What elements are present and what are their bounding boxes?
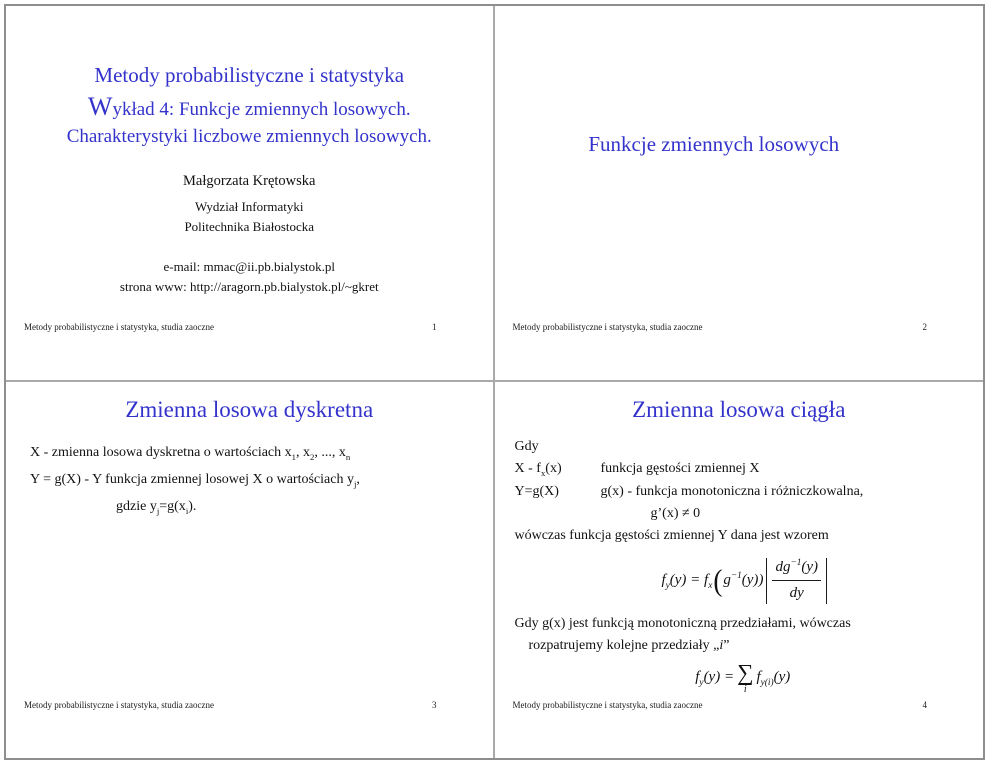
page-number: 2 [922, 322, 927, 332]
definition-term: X - $f_x(x)$ [514, 461, 562, 478]
footer-text: Metody probabilistyczne i statystyka, studia zaoczne [24, 700, 214, 710]
sigma-operator [737, 661, 753, 695]
density-formula [521, 555, 972, 607]
definition-description: g(x) - funkcja monotoniczna i różniczkowalna, [600, 483, 864, 499]
lecture-subtitle: Wykład 4: Funkcje zmiennych losowych. [87, 91, 411, 121]
body-line: Gdy g(x) jest funkcją monotoniczną przedziałami, wówczas [514, 615, 851, 631]
body-line: wówczas funkcja gęstości zmiennej Y dana jest wzorem [514, 527, 829, 543]
course-title: Metody probabilistyczne i statystyka [94, 63, 405, 87]
absolute-value-bar [766, 558, 767, 604]
footer-text: Metody probabilistyczne i statystyka, studia zaoczne [512, 700, 703, 710]
sigma-icon: ∑ [737, 660, 754, 686]
formula-lhs: $f_y(y) = f_x$ [661, 571, 713, 591]
sigma-index: i [743, 684, 747, 696]
slide-title: Zmienna losowa dyskretna [125, 397, 374, 422]
body-line: Y = g(X) - Y funkcja zmiennej losowej X o wartościach $y_j$, [30, 471, 360, 489]
slide-2 [495, 6, 984, 382]
slide-body [30, 440, 479, 521]
contact-block [6, 257, 493, 296]
definition-row [515, 458, 972, 481]
slide-footer [24, 700, 437, 710]
footer-text: Metody probabilistyczne i statystyka, studia zaoczne [24, 322, 214, 332]
absolute-value-bar [826, 558, 827, 604]
author-name: Małgorzata Krętowska [183, 173, 316, 190]
fraction-denominator: dy [789, 585, 804, 602]
page-number: 1 [432, 322, 437, 332]
fraction-numerator: $dg^{-1}(y)$ [772, 556, 821, 582]
title-block [6, 62, 493, 149]
body-line: rozpatrujemy kolejne przedziały „i” [528, 638, 730, 654]
condition-line: g’(x) ≠ 0 [650, 505, 701, 521]
formula-lhs: $f_y(y)$ = [695, 668, 735, 688]
slide-3 [6, 382, 495, 758]
page-number: 4 [922, 700, 927, 710]
page-number: 3 [432, 700, 437, 710]
lecture-subtitle-2: Charakterystyki liczbowe zmiennych losowych. [66, 126, 432, 148]
definition-description: funkcja gęstości zmiennej X [600, 461, 760, 477]
slide-1 [6, 6, 495, 382]
definition-term: Y=g(X) [514, 483, 559, 499]
body-line: X - zmienna losowa dyskretna o wartościach $x_1$, $x_2$, ..., $x_n$ [30, 445, 351, 462]
sum-formula [515, 658, 972, 698]
slide-title: Zmienna losowa ciągła [632, 397, 846, 422]
university: Politechnika Białostocka [184, 218, 315, 234]
formula-inner: $g^{-1}(y)$) [723, 571, 764, 589]
website-line: strona www: http://aragorn.pb.bialystok.pl/~gkret [119, 278, 379, 294]
slide-body [515, 436, 972, 698]
author-block [6, 173, 493, 236]
slide-grid [4, 4, 985, 760]
formula-rhs: $f_{y(i)}(y)$ [756, 668, 791, 688]
slide-footer [513, 700, 928, 710]
open-paren: ( [713, 563, 723, 598]
definition-row [515, 481, 972, 503]
slide-title: Funkcje zmiennych losowych [588, 132, 840, 156]
fraction [770, 556, 823, 606]
body-line: Gdy [514, 439, 539, 454]
slide-footer [24, 322, 437, 332]
body-line: gdzie $y_j=g(x_i)$. [116, 498, 197, 516]
slide-footer [513, 322, 928, 332]
department: Wydział Informatyki [194, 199, 304, 215]
email-line: e-mail: mmac@ii.pb.bialystok.pl [163, 259, 336, 275]
footer-text: Metody probabilistyczne i statystyka, studia zaoczne [512, 322, 703, 332]
slide-4 [495, 382, 984, 758]
